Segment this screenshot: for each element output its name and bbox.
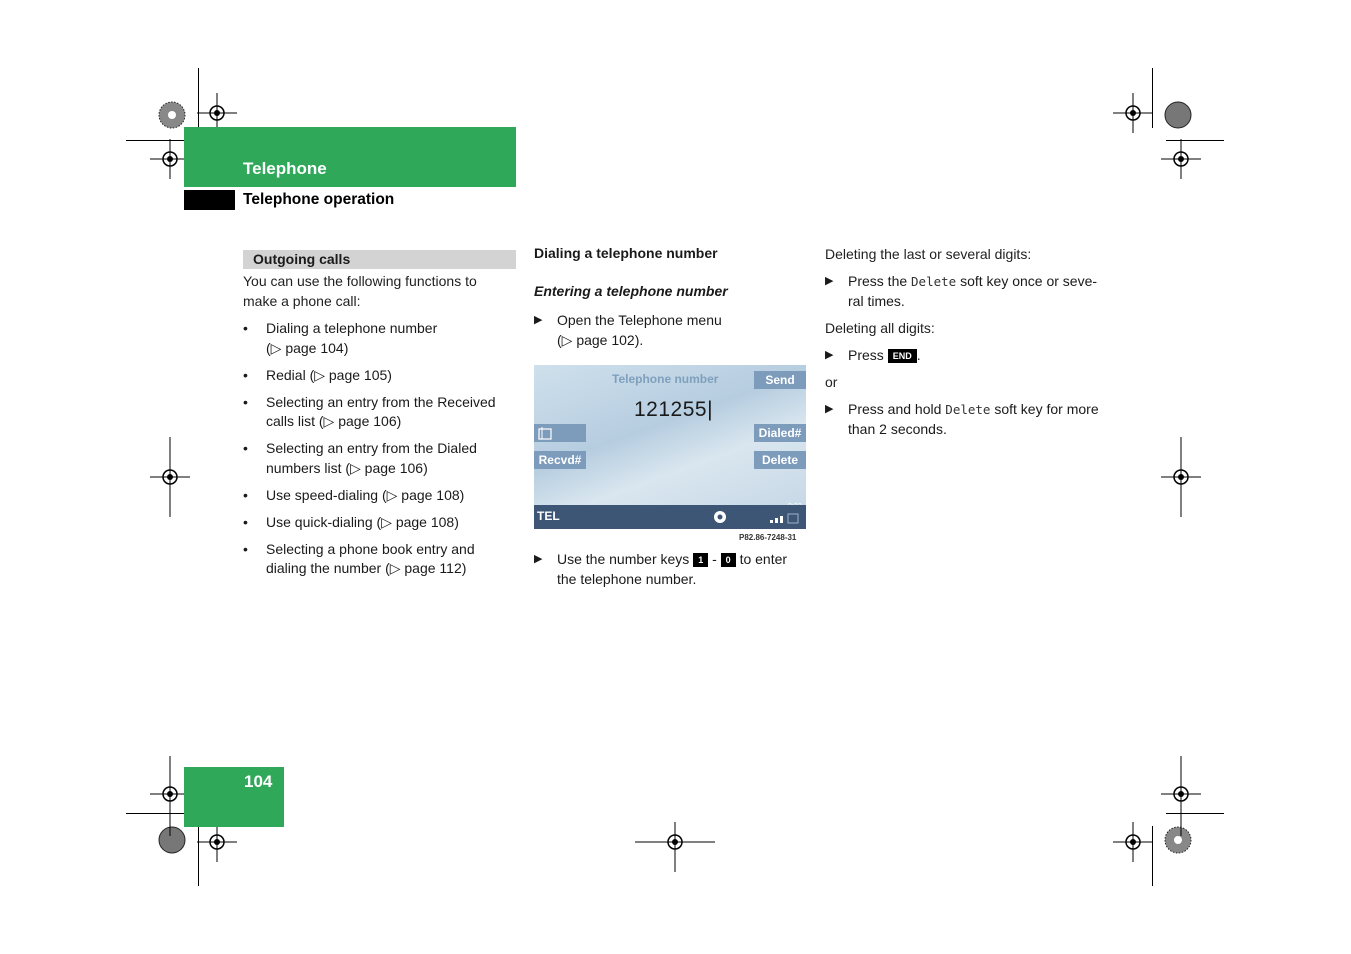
crosshair-icon bbox=[1113, 822, 1153, 862]
step-enter-number: ▶ Use the number keys 1 - 0 to enter the telephone number. bbox=[534, 551, 788, 587]
crosshair-icon bbox=[1161, 756, 1201, 836]
crosshair-icon bbox=[197, 822, 237, 862]
crosshair-icon bbox=[635, 822, 715, 872]
chapter-title: Telephone bbox=[243, 159, 327, 178]
settings-dial-icon bbox=[713, 510, 727, 524]
crosshair-icon bbox=[1161, 139, 1201, 179]
list-item: • Dialing a telephone number (▷ page 104) bbox=[243, 319, 523, 358]
color-rosette-icon bbox=[1164, 101, 1192, 129]
key-1: 1 bbox=[693, 553, 708, 567]
key-0: 0 bbox=[721, 553, 736, 567]
function-list bbox=[243, 319, 523, 586]
signal-strength-icon bbox=[768, 512, 802, 524]
section-label: Outgoing calls bbox=[253, 251, 351, 267]
dialed-softkey: Dialed# bbox=[754, 424, 806, 442]
send-softkey: Send bbox=[754, 371, 806, 389]
step-arrow-icon: ▶ bbox=[825, 403, 834, 415]
list-item: • Selecting an entry from the Dialed numbers list (▷ page 106) bbox=[243, 439, 523, 478]
crosshair-icon bbox=[1161, 437, 1201, 517]
header-band bbox=[184, 127, 516, 187]
step-delete-once: ▶ Press the Delete soft key once or seve- ral times. bbox=[825, 273, 1098, 309]
status-label: TEL bbox=[537, 509, 560, 523]
list-item: • Redial (▷ page 105) bbox=[243, 366, 523, 386]
received-softkey: Recvd# bbox=[534, 451, 586, 469]
telephone-display-image bbox=[534, 365, 806, 529]
section-title: Telephone operation bbox=[243, 191, 395, 208]
list-item: • Use speed-dialing (▷ page 108) bbox=[243, 486, 523, 506]
header-marker bbox=[184, 190, 235, 210]
color-rosette-icon bbox=[158, 101, 186, 129]
figure-caption: P82.86-7248-31 bbox=[739, 533, 797, 542]
phonebook-icon bbox=[538, 426, 554, 440]
dialing-heading: Dialing a telephone number bbox=[534, 245, 718, 261]
entering-subheading: Entering a telephone number bbox=[534, 283, 728, 299]
delete-all-text: Deleting all digits: bbox=[825, 320, 935, 336]
list-item: • Selecting a phone book entry and dialing the number (▷ page 112) bbox=[243, 540, 523, 579]
end-key: END bbox=[888, 349, 917, 363]
list-item: • Use quick-dialing (▷ page 108) bbox=[243, 513, 523, 533]
phonebook-softkey bbox=[534, 424, 586, 442]
or-text: or bbox=[825, 374, 838, 390]
crosshair-icon bbox=[1113, 93, 1153, 133]
step-arrow-icon: ▶ bbox=[534, 314, 543, 326]
display-title: Telephone number bbox=[612, 372, 719, 386]
delete-softkey-label: Delete bbox=[945, 402, 991, 417]
display-status-bar bbox=[534, 505, 806, 529]
list-item: • Selecting an entry from the Received calls list (▷ page 106) bbox=[243, 393, 523, 432]
step-arrow-icon: ▶ bbox=[825, 349, 834, 361]
delete-last-text: Deleting the last or several digits: bbox=[825, 246, 1032, 262]
crosshair-icon bbox=[150, 437, 190, 517]
step-arrow-icon: ▶ bbox=[534, 553, 543, 565]
page-number: 104 bbox=[244, 772, 273, 791]
step-press-end: ▶ Press END . bbox=[825, 346, 1048, 366]
step-open-menu: ▶ Open the Telephone menu (▷ page 102). bbox=[534, 312, 722, 348]
intro-text: You can use the following functions to make a phone call: bbox=[243, 273, 477, 309]
step-arrow-icon: ▶ bbox=[825, 275, 834, 287]
delete-softkey: Delete bbox=[754, 451, 806, 469]
delete-softkey-label: Delete bbox=[911, 274, 957, 289]
step-hold-delete: ▶ Press and hold Delete soft key for more than 2 seconds. bbox=[825, 401, 1099, 437]
section-label-bar bbox=[243, 250, 516, 269]
entered-number: 121255| bbox=[634, 398, 714, 421]
